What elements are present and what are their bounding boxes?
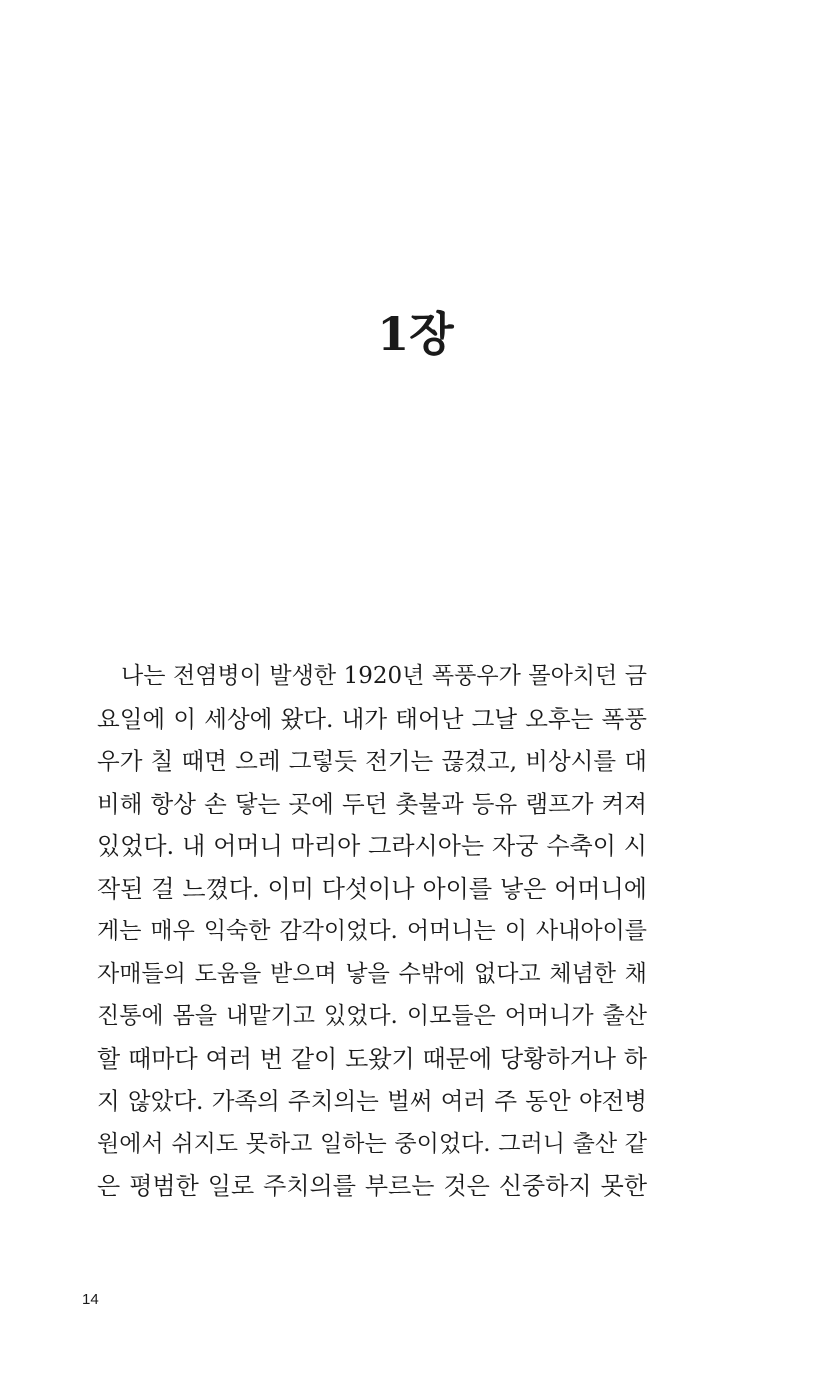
text-line: 요일에 이 세상에 왔다. 내가 태어난 그날 오후는 폭풍 [97,704,647,733]
text-line: 우가 칠 때면 으레 그렇듯 전기는 끊겼고, 비상시를 대 [97,747,647,775]
page-number: 14 [82,1291,99,1308]
text-line: 비해 항상 손 닿는 곳에 두던 촛불과 등유 램프가 켜져 [97,789,647,818]
text-line: 있었다. 내 어머니 마리아 그라시아는 자궁 수축이 시 [97,832,647,860]
text-line: 지 않았다. 가족의 주치의는 벌써 여러 주 동안 야전병 [97,1087,647,1115]
text-line: 할 때마다 여러 번 같이 도왔기 때문에 당황하거나 하 [97,1044,647,1073]
text-line: 게는 매우 익숙한 감각이었다. 어머니는 이 사내아이를 [97,918,647,944]
chapter-title: 1장 [377,307,454,361]
text-line: 자매들의 도움을 받으며 낳을 수밖에 없다고 체념한 채 [97,960,647,987]
text-line: 진통에 몸을 내맡기고 있었다. 이모들은 어머니가 출산 [97,1003,647,1029]
text-line: 나는 전염병이 발생한 1920년 폭풍우가 몰아치던 금 [121,663,647,689]
text-line: 원에서 쉬지도 못하고 일하는 중이었다. 그러니 출산 같 [97,1130,647,1157]
text-line: 은 평범한 일로 주치의를 부르는 것은 신중하지 못한 [97,1172,647,1200]
text-line: 작된 걸 느꼈다. 이미 다섯이나 아이를 낳은 어머니에 [97,874,647,903]
body-text [97,655,647,1208]
